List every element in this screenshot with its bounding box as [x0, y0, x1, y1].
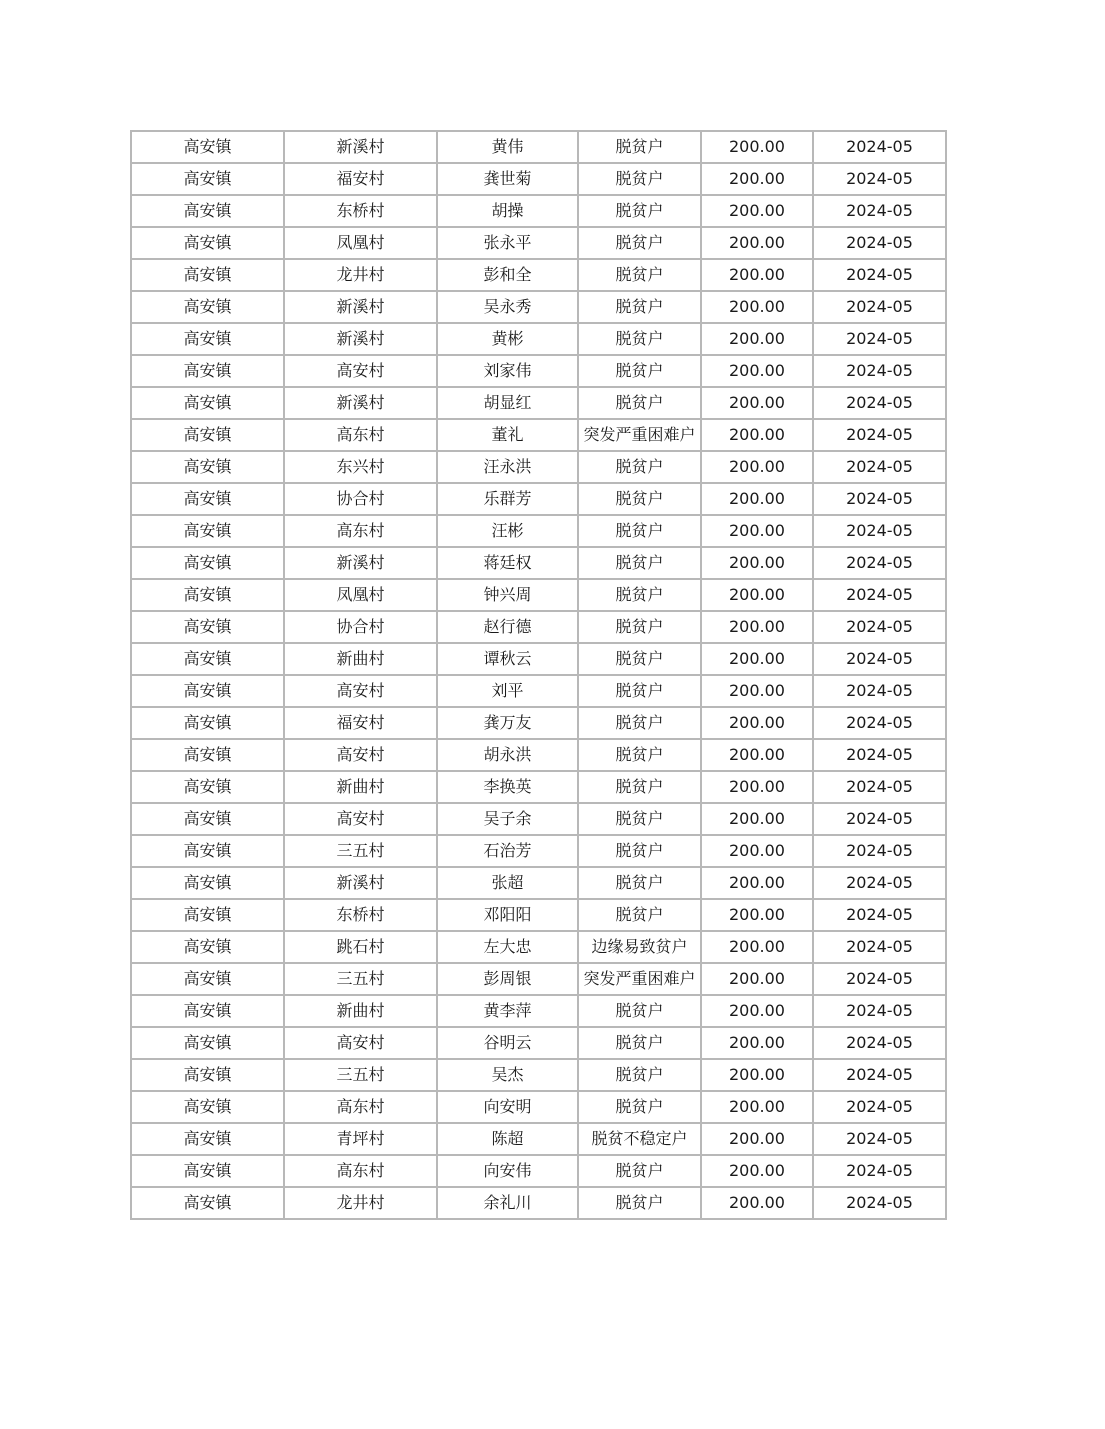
- household-type-cell: 脱贫户: [578, 355, 701, 387]
- amount-cell: 200.00: [701, 1091, 813, 1123]
- village-cell: 高安村: [284, 355, 437, 387]
- amount-cell: 200.00: [701, 579, 813, 611]
- village-cell: 高安村: [284, 739, 437, 771]
- amount-cell: 200.00: [701, 963, 813, 995]
- household-type-cell: 脱贫户: [578, 803, 701, 835]
- month-cell: 2024-05: [813, 515, 946, 547]
- amount-cell: 200.00: [701, 163, 813, 195]
- town-cell: 高安镇: [131, 163, 284, 195]
- amount-cell: 200.00: [701, 899, 813, 931]
- month-cell: 2024-05: [813, 931, 946, 963]
- amount-cell: 200.00: [701, 227, 813, 259]
- table-row: [131, 707, 946, 739]
- town-cell: 高安镇: [131, 931, 284, 963]
- name-cell: 刘家伟: [437, 355, 578, 387]
- table-row: [131, 291, 946, 323]
- town-cell: 高安镇: [131, 1027, 284, 1059]
- name-cell: 乐群芳: [437, 483, 578, 515]
- name-cell: 刘平: [437, 675, 578, 707]
- village-cell: 高安村: [284, 1027, 437, 1059]
- amount-cell: 200.00: [701, 1027, 813, 1059]
- table-row: [131, 163, 946, 195]
- household-type-cell: 脱贫户: [578, 1091, 701, 1123]
- town-cell: 高安镇: [131, 259, 284, 291]
- amount-cell: 200.00: [701, 259, 813, 291]
- month-cell: 2024-05: [813, 387, 946, 419]
- name-cell: 黄李萍: [437, 995, 578, 1027]
- amount-cell: 200.00: [701, 131, 813, 163]
- amount-cell: 200.00: [701, 1155, 813, 1187]
- table-row: [131, 515, 946, 547]
- town-cell: 高安镇: [131, 579, 284, 611]
- table-row: [131, 963, 946, 995]
- amount-cell: 200.00: [701, 419, 813, 451]
- table-row: [131, 995, 946, 1027]
- amount-cell: 200.00: [701, 611, 813, 643]
- village-cell: 龙井村: [284, 1187, 437, 1219]
- town-cell: 高安镇: [131, 323, 284, 355]
- village-cell: 凤凰村: [284, 227, 437, 259]
- town-cell: 高安镇: [131, 227, 284, 259]
- table-row: [131, 547, 946, 579]
- name-cell: 龚万友: [437, 707, 578, 739]
- table-row: [131, 195, 946, 227]
- month-cell: 2024-05: [813, 579, 946, 611]
- village-cell: 新溪村: [284, 323, 437, 355]
- amount-cell: 200.00: [701, 643, 813, 675]
- month-cell: 2024-05: [813, 483, 946, 515]
- month-cell: 2024-05: [813, 803, 946, 835]
- village-cell: 龙井村: [284, 259, 437, 291]
- household-type-cell: 脱贫户: [578, 291, 701, 323]
- table-row: [131, 931, 946, 963]
- month-cell: 2024-05: [813, 259, 946, 291]
- table-row: [131, 579, 946, 611]
- household-type-cell: 脱贫户: [578, 675, 701, 707]
- month-cell: 2024-05: [813, 1123, 946, 1155]
- household-type-cell: 脱贫户: [578, 643, 701, 675]
- amount-cell: 200.00: [701, 515, 813, 547]
- town-cell: 高安镇: [131, 675, 284, 707]
- village-cell: 福安村: [284, 707, 437, 739]
- name-cell: 董礼: [437, 419, 578, 451]
- table-row: [131, 867, 946, 899]
- name-cell: 彭周银: [437, 963, 578, 995]
- table-row: [131, 899, 946, 931]
- household-type-cell: 脱贫户: [578, 611, 701, 643]
- town-cell: 高安镇: [131, 291, 284, 323]
- amount-cell: 200.00: [701, 1187, 813, 1219]
- table-row: [131, 387, 946, 419]
- month-cell: 2024-05: [813, 131, 946, 163]
- household-type-cell: 脱贫户: [578, 451, 701, 483]
- table-row: [131, 483, 946, 515]
- month-cell: 2024-05: [813, 195, 946, 227]
- month-cell: 2024-05: [813, 771, 946, 803]
- month-cell: 2024-05: [813, 707, 946, 739]
- amount-cell: 200.00: [701, 675, 813, 707]
- household-type-cell: 脱贫户: [578, 771, 701, 803]
- town-cell: 高安镇: [131, 131, 284, 163]
- month-cell: 2024-05: [813, 611, 946, 643]
- town-cell: 高安镇: [131, 451, 284, 483]
- household-type-cell: 突发严重困难户: [578, 419, 701, 451]
- town-cell: 高安镇: [131, 355, 284, 387]
- month-cell: 2024-05: [813, 291, 946, 323]
- town-cell: 高安镇: [131, 1155, 284, 1187]
- month-cell: 2024-05: [813, 451, 946, 483]
- town-cell: 高安镇: [131, 1059, 284, 1091]
- household-type-cell: 脱贫户: [578, 547, 701, 579]
- name-cell: 陈超: [437, 1123, 578, 1155]
- name-cell: 张永平: [437, 227, 578, 259]
- household-type-cell: 脱贫户: [578, 867, 701, 899]
- household-type-cell: 脱贫户: [578, 227, 701, 259]
- name-cell: 吴永秀: [437, 291, 578, 323]
- table-row: [131, 803, 946, 835]
- name-cell: 石治芳: [437, 835, 578, 867]
- amount-cell: 200.00: [701, 1059, 813, 1091]
- name-cell: 谭秋云: [437, 643, 578, 675]
- town-cell: 高安镇: [131, 739, 284, 771]
- table-row: [131, 611, 946, 643]
- name-cell: 向安明: [437, 1091, 578, 1123]
- table-body: [131, 131, 946, 1219]
- town-cell: 高安镇: [131, 483, 284, 515]
- table-row: [131, 739, 946, 771]
- table-row: [131, 131, 946, 163]
- village-cell: 跳石村: [284, 931, 437, 963]
- month-cell: 2024-05: [813, 835, 946, 867]
- town-cell: 高安镇: [131, 867, 284, 899]
- table-row: [131, 323, 946, 355]
- amount-cell: 200.00: [701, 547, 813, 579]
- village-cell: 协合村: [284, 611, 437, 643]
- table-row: [131, 1091, 946, 1123]
- month-cell: 2024-05: [813, 675, 946, 707]
- month-cell: 2024-05: [813, 1155, 946, 1187]
- household-type-cell: 脱贫户: [578, 387, 701, 419]
- village-cell: 新曲村: [284, 643, 437, 675]
- town-cell: 高安镇: [131, 387, 284, 419]
- village-cell: 新溪村: [284, 387, 437, 419]
- town-cell: 高安镇: [131, 515, 284, 547]
- amount-cell: 200.00: [701, 771, 813, 803]
- amount-cell: 200.00: [701, 323, 813, 355]
- amount-cell: 200.00: [701, 739, 813, 771]
- household-type-cell: 脱贫户: [578, 579, 701, 611]
- village-cell: 协合村: [284, 483, 437, 515]
- village-cell: 福安村: [284, 163, 437, 195]
- village-cell: 高安村: [284, 803, 437, 835]
- month-cell: 2024-05: [813, 355, 946, 387]
- amount-cell: 200.00: [701, 195, 813, 227]
- town-cell: 高安镇: [131, 899, 284, 931]
- village-cell: 高东村: [284, 419, 437, 451]
- month-cell: 2024-05: [813, 1059, 946, 1091]
- town-cell: 高安镇: [131, 611, 284, 643]
- name-cell: 黄伟: [437, 131, 578, 163]
- table-row: [131, 1187, 946, 1219]
- name-cell: 彭和全: [437, 259, 578, 291]
- name-cell: 吴子余: [437, 803, 578, 835]
- village-cell: 东桥村: [284, 899, 437, 931]
- name-cell: 汪彬: [437, 515, 578, 547]
- town-cell: 高安镇: [131, 419, 284, 451]
- amount-cell: 200.00: [701, 835, 813, 867]
- village-cell: 新溪村: [284, 131, 437, 163]
- name-cell: 邓阳阳: [437, 899, 578, 931]
- village-cell: 高东村: [284, 1155, 437, 1187]
- table-row: [131, 1123, 946, 1155]
- household-type-cell: 脱贫户: [578, 1155, 701, 1187]
- village-cell: 凤凰村: [284, 579, 437, 611]
- town-cell: 高安镇: [131, 1123, 284, 1155]
- month-cell: 2024-05: [813, 995, 946, 1027]
- town-cell: 高安镇: [131, 803, 284, 835]
- household-type-cell: 脱贫户: [578, 1059, 701, 1091]
- household-type-cell: 脱贫户: [578, 259, 701, 291]
- household-type-cell: 脱贫户: [578, 1187, 701, 1219]
- village-cell: 东兴村: [284, 451, 437, 483]
- name-cell: 钟兴周: [437, 579, 578, 611]
- household-type-cell: 脱贫户: [578, 739, 701, 771]
- household-type-cell: 边缘易致贫户: [578, 931, 701, 963]
- subsidy-table: [130, 130, 947, 1220]
- table-row: [131, 227, 946, 259]
- table-row: [131, 835, 946, 867]
- table-row: [131, 451, 946, 483]
- village-cell: 新溪村: [284, 291, 437, 323]
- table-row: [131, 1155, 946, 1187]
- month-cell: 2024-05: [813, 419, 946, 451]
- town-cell: 高安镇: [131, 995, 284, 1027]
- month-cell: 2024-05: [813, 643, 946, 675]
- household-type-cell: 脱贫不稳定户: [578, 1123, 701, 1155]
- month-cell: 2024-05: [813, 163, 946, 195]
- household-type-cell: 脱贫户: [578, 995, 701, 1027]
- village-cell: 新曲村: [284, 995, 437, 1027]
- table-row: [131, 675, 946, 707]
- month-cell: 2024-05: [813, 1091, 946, 1123]
- table-row: [131, 355, 946, 387]
- town-cell: 高安镇: [131, 1187, 284, 1219]
- month-cell: 2024-05: [813, 1187, 946, 1219]
- amount-cell: 200.00: [701, 995, 813, 1027]
- household-type-cell: 脱贫户: [578, 323, 701, 355]
- household-type-cell: 脱贫户: [578, 163, 701, 195]
- town-cell: 高安镇: [131, 963, 284, 995]
- month-cell: 2024-05: [813, 867, 946, 899]
- name-cell: 向安伟: [437, 1155, 578, 1187]
- name-cell: 胡显红: [437, 387, 578, 419]
- amount-cell: 200.00: [701, 931, 813, 963]
- name-cell: 胡永洪: [437, 739, 578, 771]
- village-cell: 新曲村: [284, 771, 437, 803]
- name-cell: 余礼川: [437, 1187, 578, 1219]
- amount-cell: 200.00: [701, 483, 813, 515]
- name-cell: 胡操: [437, 195, 578, 227]
- month-cell: 2024-05: [813, 1027, 946, 1059]
- name-cell: 吴杰: [437, 1059, 578, 1091]
- village-cell: 高安村: [284, 675, 437, 707]
- name-cell: 谷明云: [437, 1027, 578, 1059]
- amount-cell: 200.00: [701, 387, 813, 419]
- town-cell: 高安镇: [131, 1091, 284, 1123]
- name-cell: 黄彬: [437, 323, 578, 355]
- amount-cell: 200.00: [701, 707, 813, 739]
- household-type-cell: 脱贫户: [578, 131, 701, 163]
- table-row: [131, 419, 946, 451]
- village-cell: 高东村: [284, 1091, 437, 1123]
- amount-cell: 200.00: [701, 867, 813, 899]
- name-cell: 汪永洪: [437, 451, 578, 483]
- household-type-cell: 脱贫户: [578, 195, 701, 227]
- village-cell: 新溪村: [284, 547, 437, 579]
- amount-cell: 200.00: [701, 291, 813, 323]
- month-cell: 2024-05: [813, 227, 946, 259]
- village-cell: 新溪村: [284, 867, 437, 899]
- town-cell: 高安镇: [131, 547, 284, 579]
- table-row: [131, 771, 946, 803]
- town-cell: 高安镇: [131, 707, 284, 739]
- village-cell: 三五村: [284, 1059, 437, 1091]
- village-cell: 青坪村: [284, 1123, 437, 1155]
- household-type-cell: 脱贫户: [578, 899, 701, 931]
- name-cell: 龚世菊: [437, 163, 578, 195]
- household-type-cell: 脱贫户: [578, 515, 701, 547]
- household-type-cell: 脱贫户: [578, 483, 701, 515]
- table-row: [131, 1059, 946, 1091]
- month-cell: 2024-05: [813, 547, 946, 579]
- household-type-cell: 脱贫户: [578, 1027, 701, 1059]
- name-cell: 左大忠: [437, 931, 578, 963]
- name-cell: 蒋廷权: [437, 547, 578, 579]
- village-cell: 三五村: [284, 963, 437, 995]
- household-type-cell: 脱贫户: [578, 707, 701, 739]
- town-cell: 高安镇: [131, 835, 284, 867]
- town-cell: 高安镇: [131, 643, 284, 675]
- month-cell: 2024-05: [813, 899, 946, 931]
- table-row: [131, 1027, 946, 1059]
- table-row: [131, 259, 946, 291]
- village-cell: 东桥村: [284, 195, 437, 227]
- name-cell: 李换英: [437, 771, 578, 803]
- amount-cell: 200.00: [701, 355, 813, 387]
- name-cell: 张超: [437, 867, 578, 899]
- town-cell: 高安镇: [131, 771, 284, 803]
- name-cell: 赵行德: [437, 611, 578, 643]
- amount-cell: 200.00: [701, 1123, 813, 1155]
- town-cell: 高安镇: [131, 195, 284, 227]
- table-row: [131, 643, 946, 675]
- amount-cell: 200.00: [701, 451, 813, 483]
- month-cell: 2024-05: [813, 963, 946, 995]
- village-cell: 高东村: [284, 515, 437, 547]
- household-type-cell: 脱贫户: [578, 835, 701, 867]
- amount-cell: 200.00: [701, 803, 813, 835]
- household-type-cell: 突发严重困难户: [578, 963, 701, 995]
- village-cell: 三五村: [284, 835, 437, 867]
- month-cell: 2024-05: [813, 323, 946, 355]
- month-cell: 2024-05: [813, 739, 946, 771]
